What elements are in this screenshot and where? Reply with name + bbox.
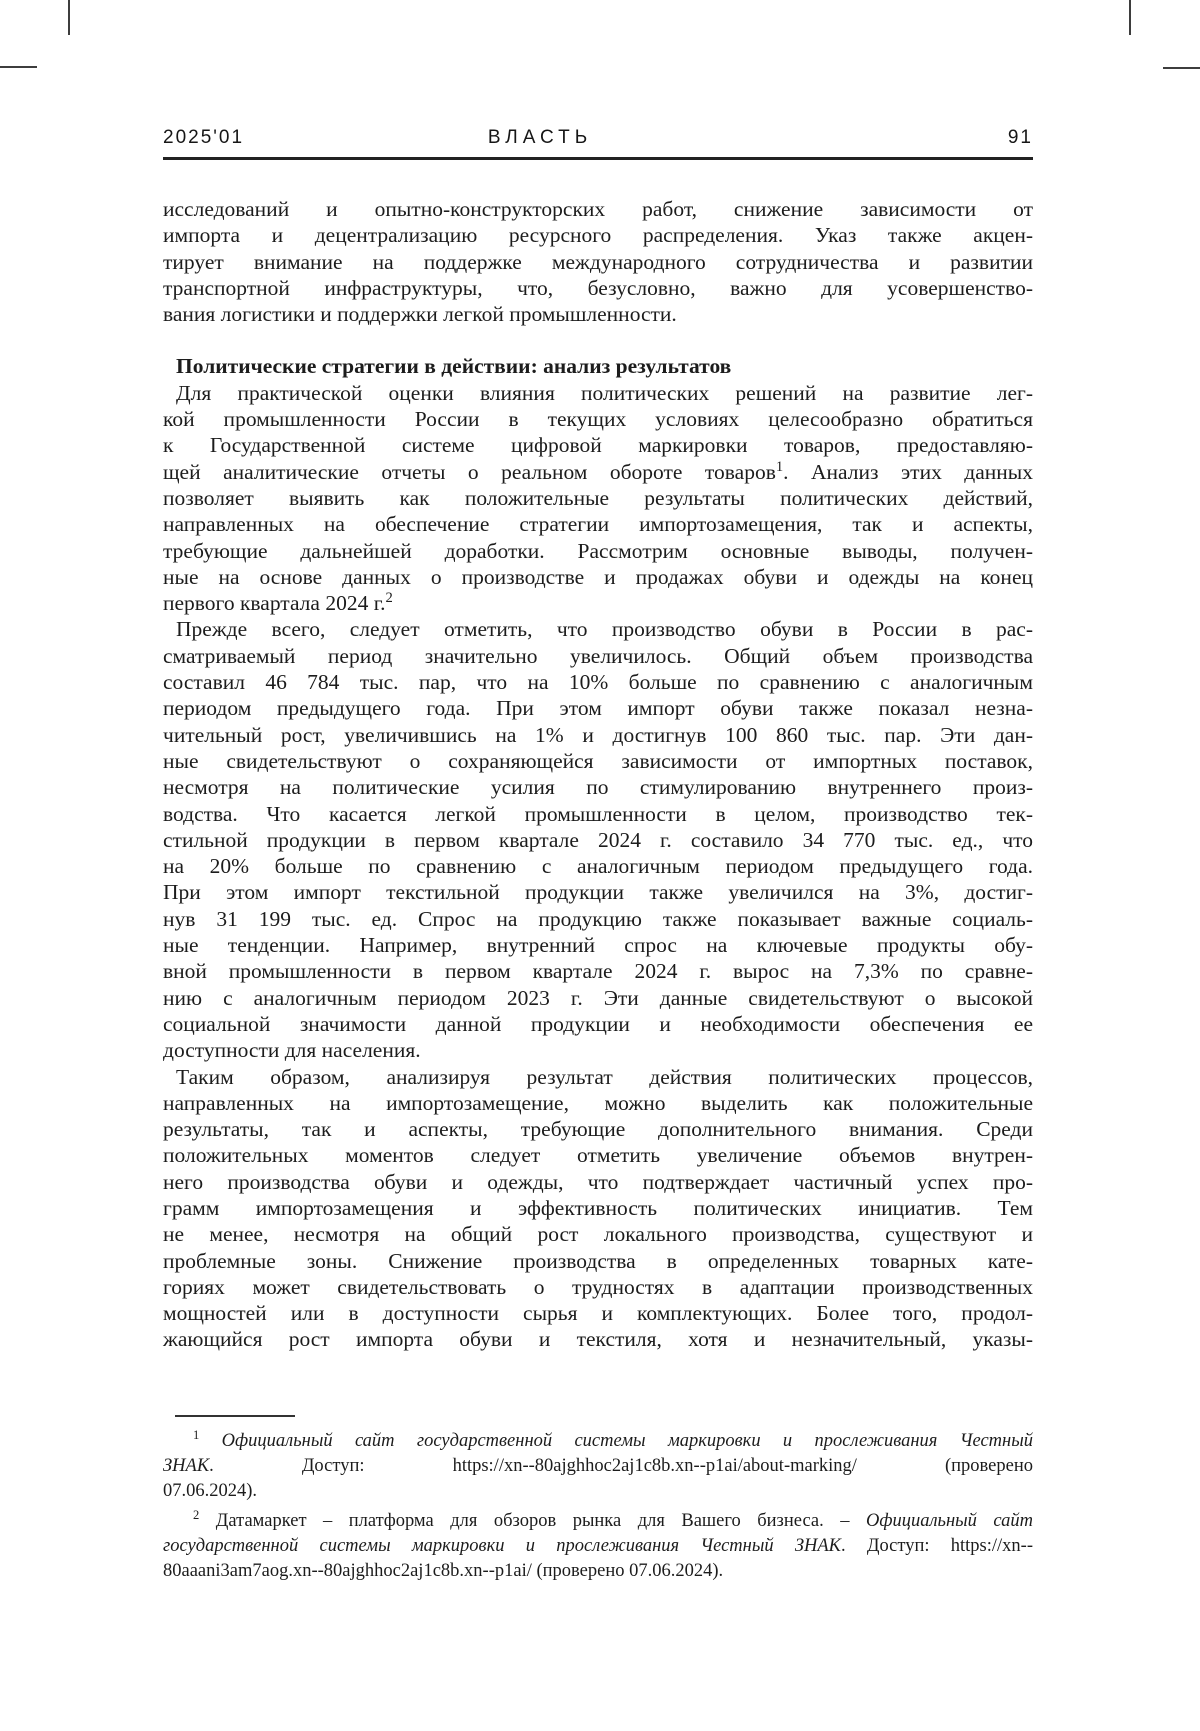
text-line: составил 46 784 тыс. пар, что на 10% больше по сравнению с аналогичным	[163, 670, 1033, 695]
footnote-line: государственной системы маркировки и прослеживания Честный ЗНАК. Доступ: https://xn--	[163, 1535, 1033, 1556]
text-line: сматриваемый период значительно увеличилось. Общий объем производства	[163, 643, 1033, 668]
text-line: не менее, несмотря на общий рост локального производства, существуют и	[163, 1222, 1033, 1247]
italic-text: ЗНАК	[163, 1455, 210, 1476]
text-line: ные свидетельствуют о сохраняющейся зависимости от импортных поставок,	[163, 748, 1033, 773]
article-body	[163, 196, 1033, 1353]
footnote-line: ЗНАК. Доступ: https://xn--80ajghhoc2aj1c8b.xn--p1ai/about-marking/ (проверено	[163, 1455, 1033, 1476]
footnote-line: 07.06.2024).	[163, 1480, 258, 1501]
crop-mark-top-left-vertical	[68, 0, 70, 35]
text-line: первого квартала 2024 г.$^2$	[163, 590, 393, 616]
issue-number: 2025'01	[163, 127, 245, 148]
footnote-marker: 2	[193, 1507, 200, 1522]
text-line: гориях может свидетельствовать о трудностях в адаптации производственных	[163, 1274, 1033, 1299]
text-line: к Государственной системе цифровой маркировки товаров, предоставляю-	[163, 433, 1033, 458]
footnote	[163, 1429, 1033, 1504]
paragraph	[163, 380, 1033, 617]
footnote-marker: 1	[775, 458, 784, 475]
italic-text: государственной системы маркировки и прослеживания Честный ЗНАК	[163, 1535, 841, 1556]
text-line: ные тенденции. Например, внутренний спрос на ключевые продукты обу-	[163, 933, 1033, 958]
text-line: положительных моментов следует отметить увеличение объемов внутрен-	[163, 1143, 1033, 1168]
paragraph	[163, 616, 1033, 1063]
text-line: кой промышленности России в текущих условиях целесообразно обратиться	[163, 407, 1033, 432]
text-line: ные на основе данных о производстве и продажах обуви и одежды на конец	[163, 564, 1033, 589]
text-line: тирует внимание на поддержке международного сотрудничества и развитии	[163, 249, 1033, 274]
text-line: направленных на обеспечение стратегии импортозамещения, так и аспекты,	[163, 512, 1033, 537]
text-line: периодом предыдущего года. При этом импорт обуви также показал незна-	[163, 696, 1033, 721]
section-heading: Политические стратегии в действии: анализ результатов	[176, 354, 732, 379]
text-line: доступности для населения.	[163, 1038, 421, 1063]
text-line: импорта и децентрализацию ресурсного распределения. Указ также акцен-	[163, 223, 1033, 248]
footnote-line	[163, 1429, 1033, 1454]
text-line: стильной продукции в первом квартале 2024 г. составило 34 770 тыс. ед., что	[163, 827, 1033, 852]
text-line: Таким образом, анализируя результат действия политических процессов,	[176, 1064, 1033, 1089]
footnote-separator	[175, 1415, 295, 1417]
text-line: него производства обуви и одежды, что подтверждает частичный успех про-	[163, 1169, 1033, 1194]
text-line: Для практической оценки влияния политических решений на развитие лег-	[176, 380, 1033, 405]
footnote-marker: 1	[193, 1427, 200, 1442]
page-number: 91	[1007, 127, 1033, 148]
paragraph	[163, 1064, 1033, 1353]
journal-title: ВЛАСТЬ	[487, 127, 593, 148]
footnote-line: 80aaani3am7aog.xn--80ajghhoc2aj1c8b.xn--p1ai/ (проверено 07.06.2024).	[163, 1560, 724, 1581]
text-column	[163, 127, 1033, 1584]
crop-mark-top-right-horizontal	[1163, 67, 1200, 69]
footnote-line: $^2$ Датамаркет – платформа для обзоров рынка для Вашего бизнеса. – Официальный сайт	[193, 1507, 1033, 1531]
crop-mark-top-left-horizontal	[0, 66, 37, 68]
crop-mark-top-right-vertical	[1129, 0, 1131, 35]
text-line: грамм импортозамещения и эффективность политических инициатив. Тем	[163, 1195, 1033, 1220]
text-line: проблемные зоны. Снижение производства в определенных товарных кате-	[163, 1248, 1033, 1273]
text-line: Прежде всего, следует отметить, что производство обуви в России в рас-	[176, 617, 1033, 642]
text-line: вания логистики и поддержки легкой промышленности.	[163, 302, 677, 327]
text-line: транспортной инфраструктуры, что, безусловно, важно для усовершенство-	[163, 275, 1033, 300]
text-line: нию с аналогичным периодом 2023 г. Эти данные свидетельствуют о высокой	[163, 985, 1033, 1010]
page-header	[163, 127, 1033, 153]
text-line: нув 31 199 тыс. ед. Спрос на продукцию также показывает важные социаль-	[163, 906, 1033, 931]
text-line: водства. Что касается легкой промышленности в целом, производство тек-	[163, 801, 1033, 826]
text-line: социальной значимости данной продукции и необходимости обеспечения ее	[163, 1011, 1033, 1036]
text-line: вной промышленности в первом квартале 2024 г. вырос на 7,3% по сравне-	[163, 959, 1033, 984]
text-line: позволяет выявить как положительные результаты политических действий,	[163, 485, 1033, 510]
text-line: щей аналитические отчеты о реальном обороте товаров$^1$. Анализ этих данных	[163, 458, 1033, 484]
text-line: на 20% больше по сравнению с аналогичным периодом предыдущего года.	[163, 854, 1033, 879]
header-rule	[163, 157, 1033, 160]
footnotes	[163, 1429, 1033, 1584]
text-line: чительный рост, увеличившись на 1% и достигнув 100 860 тыс. пар. Эти дан-	[163, 722, 1033, 747]
text-line: При этом импорт текстильной продукции также увеличился на 3%, достиг-	[163, 880, 1033, 905]
text-line: направленных на импортозамещение, можно выделить как положительные	[163, 1090, 1033, 1115]
italic-text: Официальный сайт	[865, 1510, 1033, 1531]
text-line: результаты, так и аспекты, требующие дополнительного внимания. Среди	[163, 1117, 1033, 1142]
paragraph	[163, 196, 1033, 327]
footnote	[163, 1509, 1033, 1584]
footnote-marker: 2	[385, 590, 393, 606]
text-line: требующие дальнейшей доработки. Рассмотрим основные выводы, получен-	[163, 538, 1033, 563]
italic-text: Официальный сайт государственной системы маркировки и прослеживания Честный	[221, 1430, 1034, 1451]
text-line: жающийся рост импорта обуви и текстиля, хотя и незначительный, указы-	[163, 1327, 1033, 1352]
text-line: несмотря на политические усилия по стимулированию внутреннего произ-	[163, 775, 1033, 800]
text-line: исследований и опытно-конструкторских работ, снижение зависимости от	[163, 197, 1033, 221]
text-line: мощностей или в доступности сырья и комплектующих. Более того, продол-	[163, 1301, 1033, 1326]
